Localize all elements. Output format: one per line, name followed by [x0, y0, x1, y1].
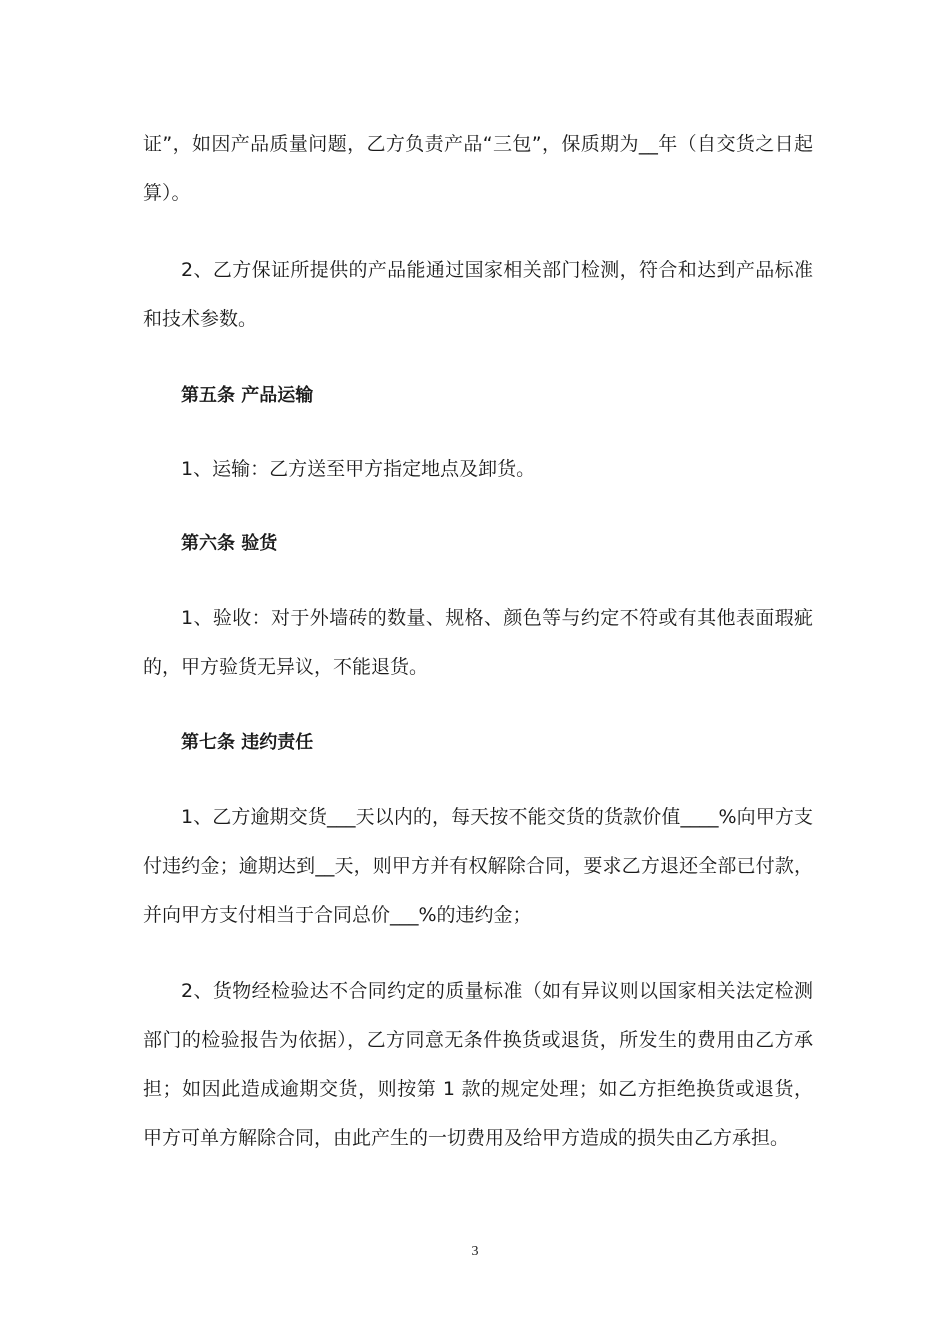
- paragraph-warranty-continued: 证”，如因产品质量问题，乙方负责产品“三包”，保质期为__年（自交货之日起算）。: [143, 133, 813, 204]
- paragraph-quality-failure: 2、货物经检验达不合同约定的质量标准（如有异议则以国家相关法定检测部门的检验报告为依据），乙方同意无条件换货或退货，所发生的费用由乙方承担；如因此造成逾期交货，则按第 1 款的规定处理；如乙方拒绝换货或退货，甲方可单方解除合同，由此产生的一切费用及给甲方造成的损失由乙方承担。: [143, 980, 813, 1149]
- paragraph-acceptance: 1、验收：对于外墙砖的数量、规格、颜色等与约定不符或有其他表面瑕疵的，甲方验货无异议，不能退货。: [143, 607, 813, 678]
- heading-article-5: 第五条 产品运输: [181, 385, 314, 406]
- heading-article-7: 第七条 违约责任: [181, 732, 314, 753]
- paragraph-transport: 1、运输：乙方送至甲方指定地点及卸货。: [181, 458, 536, 480]
- paragraph-late-delivery: 1、乙方逾期交货___天以内的，每天按不能交货的货款价值____%向甲方支付违约金；逾期达到__天，则甲方并有权解除合同，要求乙方退还全部已付款，并向甲方支付相当于合同总价___%的违约金；: [143, 806, 813, 926]
- page-number: 3: [471, 1244, 479, 1259]
- paragraph-inspection-guarantee: 2、乙方保证所提供的产品能通过国家相关部门检测，符合和达到产品标准和技术参数。: [143, 259, 813, 330]
- heading-article-6: 第六条 验货: [181, 533, 278, 554]
